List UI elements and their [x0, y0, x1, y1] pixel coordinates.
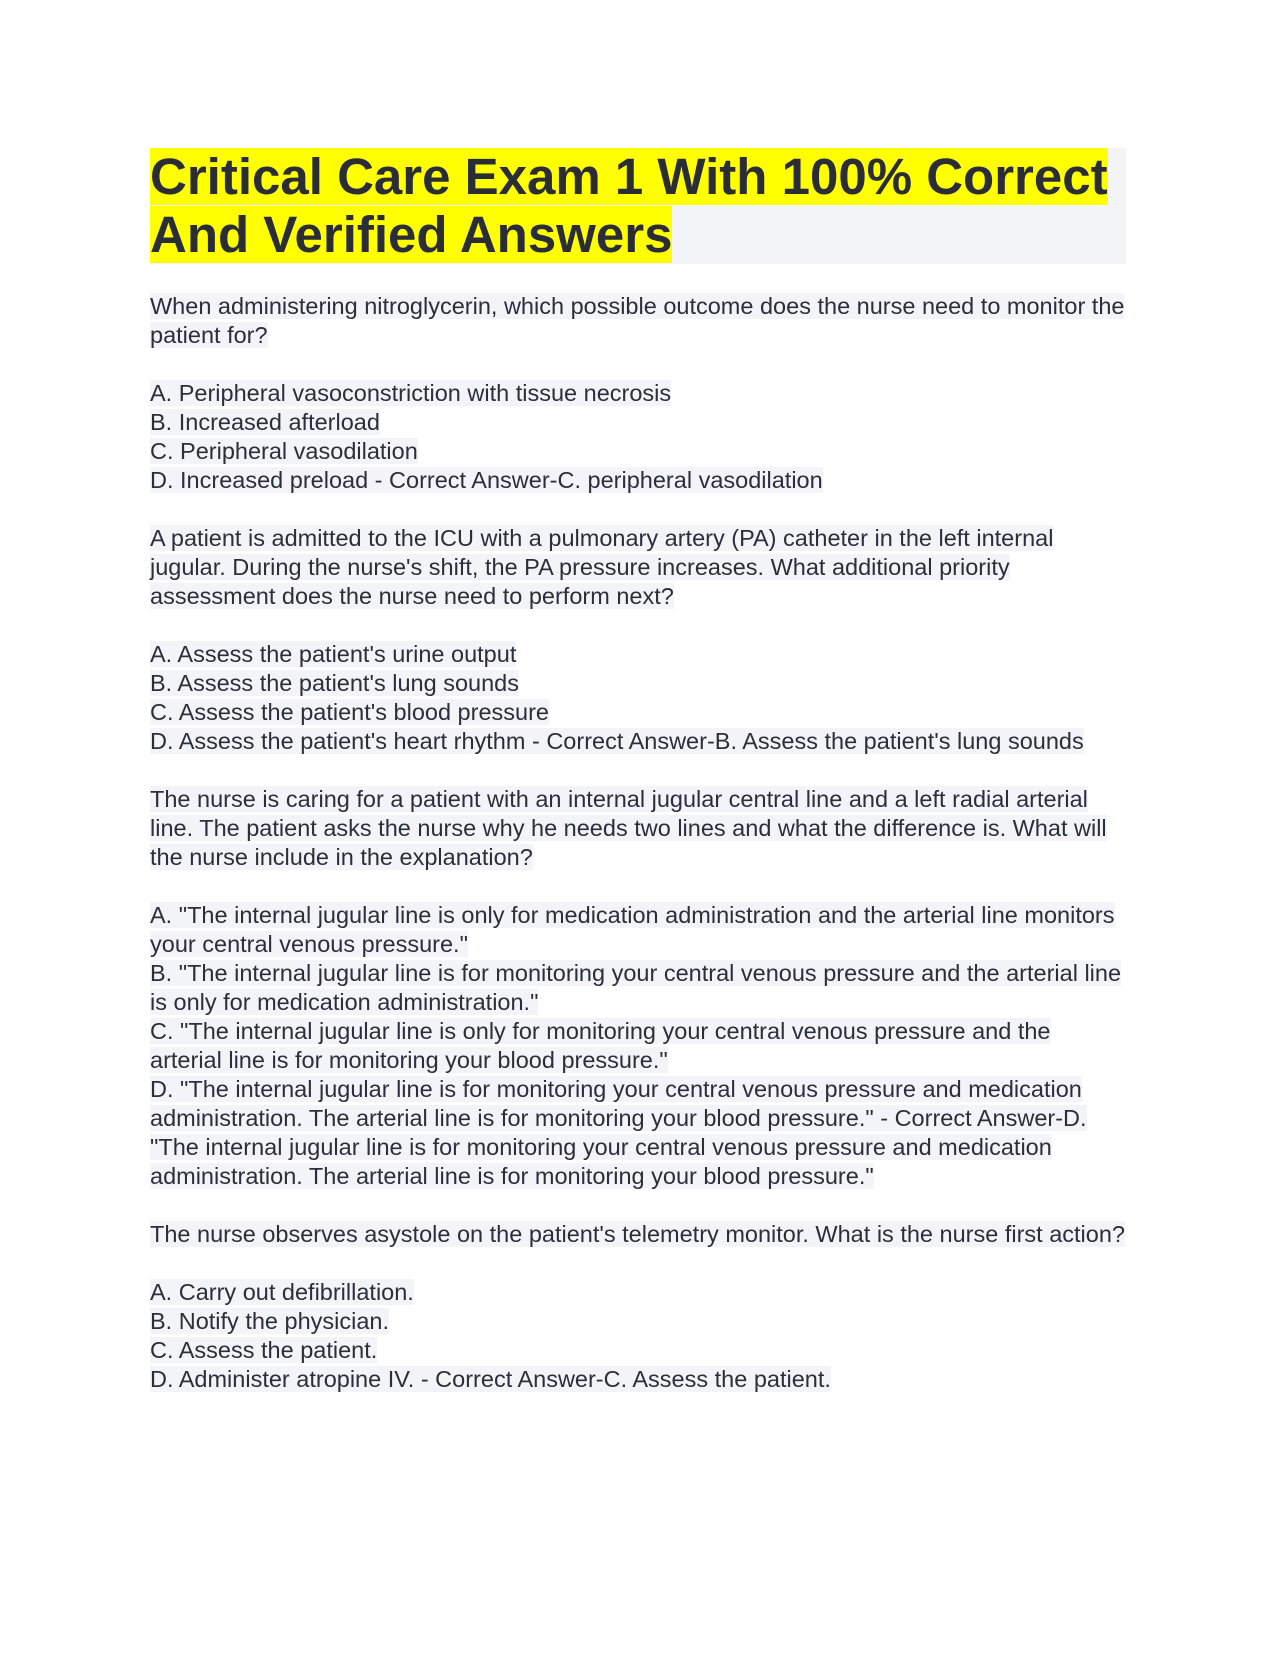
option-text: C. "The internal jugular line is only for monitoring your central venous pressure and the arterial line is for monitoring your blood pressure." [150, 1018, 1051, 1073]
option-b-2 [150, 669, 1126, 698]
option-b-4 [150, 1307, 1126, 1336]
option-b-1 [150, 408, 1126, 437]
question-4: The nurse observes asystole on the patient's telemetry monitor. What is the nurse first action? [150, 1221, 1125, 1247]
document-page [150, 148, 1126, 1423]
option-text: C. Assess the patient's blood pressure [150, 699, 549, 725]
option-text: C. Assess the patient. [150, 1337, 378, 1363]
document-title: Critical Care Exam 1 With 100% Correct And Verified Answers [150, 148, 1108, 263]
question-block-4 [150, 1220, 1126, 1394]
option-text: B. "The internal jugular line is for monitoring your central venous pressure and the arterial line is only for medication administration." [150, 960, 1122, 1015]
question-text-4 [150, 1220, 1126, 1249]
question-text-2 [150, 524, 1126, 611]
question-2: A patient is admitted to the ICU with a pulmonary artery (PA) catheter in the left internal jugular. During the nurse's shift, the PA pressure increases. What additional priority assessment does the nurse need to perform next? [150, 525, 1054, 609]
option-text: D. Administer atropine IV. - Correct Answer-C. Assess the patient. [150, 1366, 831, 1392]
option-c-2 [150, 698, 1126, 727]
option-text: D. "The internal jugular line is for monitoring your central venous pressure and medication administration. The arterial line is for monitoring your blood pressure." - Correct Answer-D. "The internal jugular line is for monitoring your central venous pressure and medication administration. The arterial line is for monitoring your blood pressure." [150, 1076, 1087, 1189]
option-c-1 [150, 437, 1126, 466]
option-text: A. Assess the patient's urine output [150, 641, 517, 667]
question-block-1 [150, 292, 1126, 495]
option-text: C. Peripheral vasodilation [150, 438, 418, 464]
question-block-3 [150, 785, 1126, 1191]
question-1: When administering nitroglycerin, which possible outcome does the nurse need to monitor the patient for? [150, 293, 1125, 348]
title-block [150, 148, 1126, 264]
option-d-1 [150, 466, 1126, 495]
option-text: A. Carry out defibrillation. [150, 1279, 414, 1305]
option-a-3 [150, 901, 1126, 959]
option-text: A. "The internal jugular line is only for medication administration and the arterial line monitors your central venous pressure." [150, 902, 1115, 957]
option-text: A. Peripheral vasoconstriction with tissue necrosis [150, 380, 672, 406]
option-c-3 [150, 1017, 1126, 1075]
question-text-1 [150, 292, 1126, 350]
option-text: D. Assess the patient's heart rhythm - Correct Answer-B. Assess the patient's lung sounds [150, 728, 1084, 754]
option-a-2 [150, 640, 1126, 669]
option-a-1 [150, 379, 1126, 408]
option-text: B. Assess the patient's lung sounds [150, 670, 519, 696]
option-d-2 [150, 727, 1126, 756]
document-title-heading [150, 148, 1126, 264]
option-d-4 [150, 1365, 1126, 1394]
option-text: B. Increased afterload [150, 409, 380, 435]
option-text: D. Increased preload - Correct Answer-C. peripheral vasodilation [150, 467, 823, 493]
question-text-3 [150, 785, 1126, 872]
option-c-4 [150, 1336, 1126, 1365]
option-d-3 [150, 1075, 1126, 1191]
option-b-3 [150, 959, 1126, 1017]
question-block-2 [150, 524, 1126, 756]
option-text: B. Notify the physician. [150, 1308, 390, 1334]
option-a-4 [150, 1278, 1126, 1307]
question-3: The nurse is caring for a patient with an internal jugular central line and a left radial arterial line. The patient asks the nurse why he needs two lines and what the difference is. What will the nurse include in the explanation? [150, 786, 1107, 870]
